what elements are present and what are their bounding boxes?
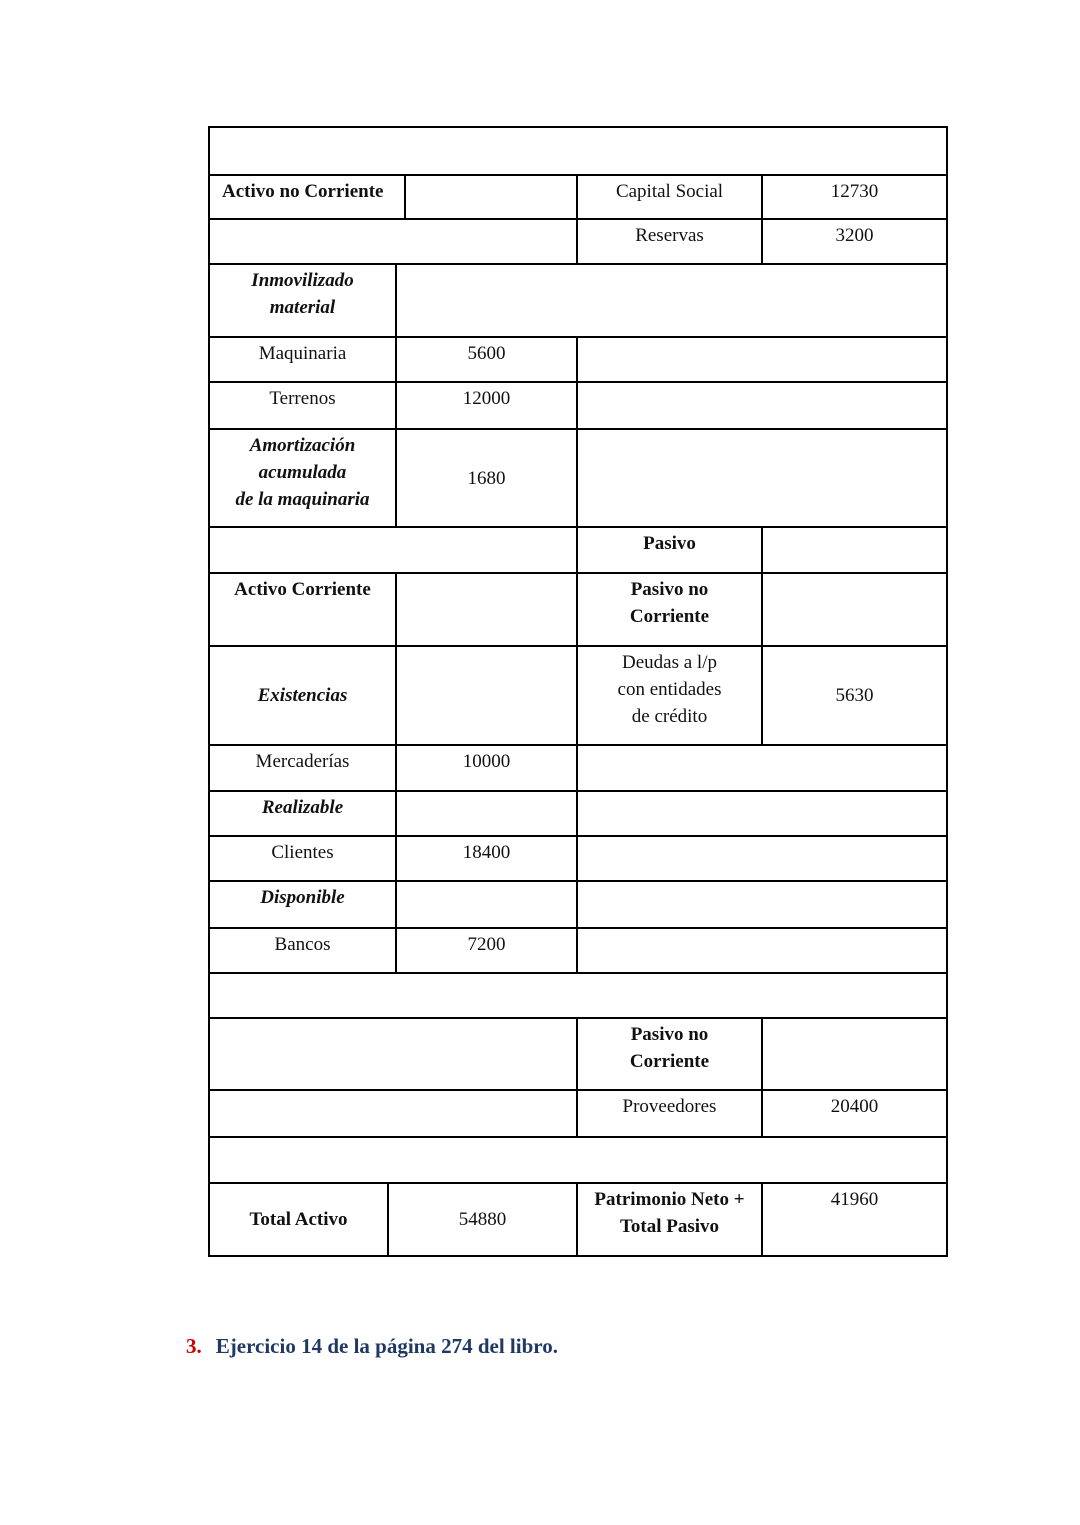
reservas-label: Reservas [576, 218, 763, 265]
realizable-label: Realizable [208, 790, 397, 837]
table-cell [208, 526, 578, 574]
total-pn-pasivo-label: Patrimonio Neto + Total Pasivo [576, 1182, 763, 1257]
maquinaria-value: 5600 [395, 336, 578, 383]
deudas-value: 5630 [761, 645, 948, 746]
table-cell [395, 572, 578, 647]
table-cell [395, 645, 578, 746]
table-cell [208, 1136, 948, 1184]
table-cell [208, 972, 948, 1019]
table-cell [208, 1017, 578, 1091]
balance-sheet-table [208, 126, 948, 1257]
clientes-value: 18400 [395, 835, 578, 882]
table-cell [576, 336, 948, 383]
total-activo-label: Total Activo [208, 1182, 389, 1257]
table-cell [208, 218, 578, 265]
proveedores-value: 20400 [761, 1089, 948, 1138]
table-cell [208, 126, 948, 176]
amortizacion-label: Amortización acumulada de la maquinaria [208, 428, 397, 528]
table-cell [395, 790, 578, 837]
total-pn-pasivo-value: 41960 [761, 1182, 948, 1257]
table-cell [576, 835, 948, 882]
pasivo-no-corriente-label: Pasivo no Corriente [576, 572, 763, 647]
maquinaria-label: Maquinaria [208, 336, 397, 383]
amortizacion-value: 1680 [395, 428, 578, 528]
table-cell [576, 381, 948, 430]
mercaderias-value: 10000 [395, 744, 578, 792]
mercaderias-label: Mercaderías [208, 744, 397, 792]
exercise-number: 3. [186, 1334, 202, 1358]
proveedores-label: Proveedores [576, 1089, 763, 1138]
bancos-label: Bancos [208, 927, 397, 974]
reservas-value: 3200 [761, 218, 948, 265]
activo-corriente-label: Activo Corriente [208, 572, 397, 647]
table-cell [761, 1017, 948, 1091]
table-cell [761, 572, 948, 647]
total-activo-value: 54880 [387, 1182, 578, 1257]
table-cell [576, 927, 948, 974]
table-cell [576, 880, 948, 929]
clientes-label: Clientes [208, 835, 397, 882]
bancos-value: 7200 [395, 927, 578, 974]
table-cell [576, 428, 948, 528]
table-cell [404, 174, 578, 220]
table-cell [395, 263, 948, 338]
terrenos-value: 12000 [395, 381, 578, 430]
deudas-label: Deudas a l/p con entidades de crédito [576, 645, 763, 746]
terrenos-label: Terrenos [208, 381, 397, 430]
pasivo-label: Pasivo [576, 526, 763, 574]
capital-social-value: 12730 [761, 174, 948, 220]
activo-no-corriente-label: Activo no Corriente [208, 174, 406, 220]
existencias-label: Existencias [208, 645, 397, 746]
table-cell [576, 744, 948, 792]
disponible-label: Disponible [208, 880, 397, 929]
exercise-text: Ejercicio 14 de la página 274 del libro. [215, 1334, 558, 1358]
inmovilizado-material-label: Inmovilizado material [208, 263, 397, 338]
capital-social-label: Capital Social [576, 174, 763, 220]
table-cell [395, 880, 578, 929]
table-cell [208, 1089, 578, 1138]
table-cell [761, 526, 948, 574]
table-cell [576, 790, 948, 837]
pasivo-no-corriente-label: Pasivo no Corriente [576, 1017, 763, 1091]
exercise-heading [186, 1334, 558, 1359]
